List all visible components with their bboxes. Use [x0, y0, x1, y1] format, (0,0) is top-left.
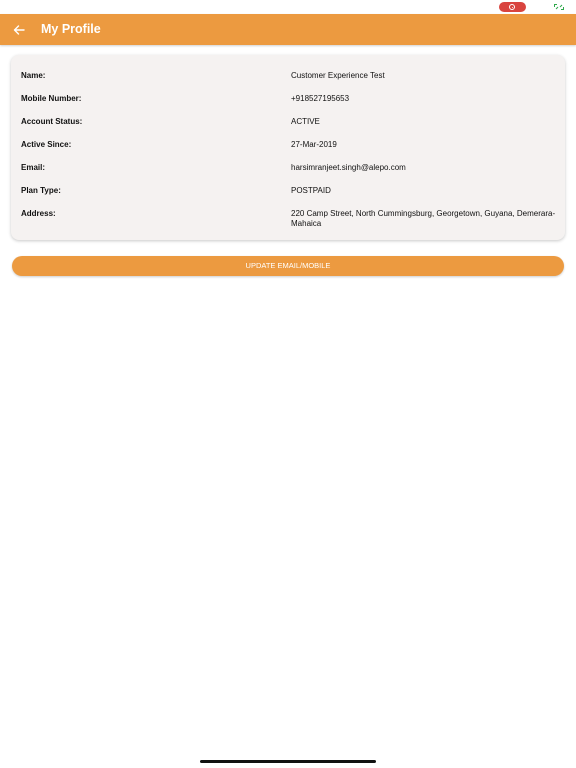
expand-icon[interactable]	[553, 3, 565, 11]
plan-type-label: Plan Type:	[21, 186, 61, 195]
email-label: Email:	[21, 163, 46, 172]
address-value: 220 Camp Street, North Cummingsburg, Georgetown, Guyana, Demerara-Mahaica	[291, 209, 556, 228]
account-status-label: Account Status:	[21, 117, 83, 126]
name-value: Customer Experience Test	[291, 71, 385, 80]
mobile-number-value: +918527195653	[291, 94, 350, 103]
plan-type-value: POSTPAID	[291, 186, 331, 195]
back-button[interactable]	[8, 19, 30, 41]
profile-card	[11, 55, 565, 240]
mobile-number-label: Mobile Number:	[21, 94, 82, 103]
status-bar	[0, 0, 576, 14]
page-title: My Profile	[41, 22, 101, 36]
screen-record-indicator[interactable]	[499, 2, 526, 12]
active-since-value: 27-Mar-2019	[291, 140, 337, 149]
address-label: Address:	[21, 209, 56, 218]
email-value: harsimranjeet.singh@alepo.com	[291, 163, 406, 172]
arrow-left-icon	[13, 25, 25, 35]
app-bar	[0, 14, 576, 45]
active-since-label: Active Since:	[21, 140, 72, 149]
home-indicator[interactable]	[200, 760, 376, 763]
screen-record-icon	[509, 4, 515, 10]
account-status-value: ACTIVE	[291, 117, 320, 126]
name-label: Name:	[21, 71, 46, 80]
update-email-mobile-button[interactable]: UPDATE EMAIL/MOBILE	[12, 256, 564, 276]
